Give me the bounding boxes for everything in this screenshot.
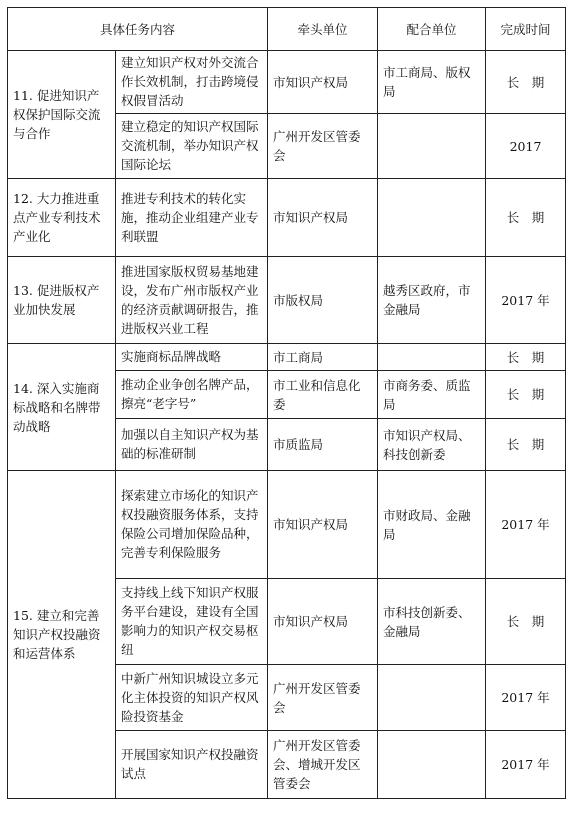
completion-time: 长 期 xyxy=(486,371,566,419)
completion-time: 长 期 xyxy=(486,179,566,257)
coop-unit: 市财政局、金融局 xyxy=(378,471,486,579)
lead-unit: 市知识产权局 xyxy=(268,471,378,579)
group-title: 12. 大力推进重点产业专利技术产业化 xyxy=(8,179,116,257)
coop-unit xyxy=(378,731,486,799)
lead-unit: 市版权局 xyxy=(268,257,378,344)
coop-unit xyxy=(378,179,486,257)
task-content: 推进专利技术的转化实施，推动企业组建产业专利联盟 xyxy=(116,179,268,257)
group-title: 13. 促进版权产业加快发展 xyxy=(8,257,116,344)
completion-time: 2017 年 xyxy=(486,731,566,799)
completion-time: 2017 年 xyxy=(486,471,566,579)
header-coop: 配合单位 xyxy=(378,8,486,51)
lead-unit: 市知识产权局 xyxy=(268,179,378,257)
task-content: 加强以自主知识产权为基础的标准研制 xyxy=(116,419,268,471)
completion-time: 长 期 xyxy=(486,51,566,114)
coop-unit xyxy=(378,665,486,731)
task-content: 支持线上线下知识产权服务平台建设，建设有全国影响力的知识产权交易枢纽 xyxy=(116,579,268,665)
completion-time: 2017 年 xyxy=(486,257,566,344)
table-row xyxy=(8,51,566,114)
lead-unit: 市知识产权局 xyxy=(268,579,378,665)
lead-unit: 市工商局 xyxy=(268,344,378,371)
header-lead: 牵头单位 xyxy=(268,8,378,51)
coop-unit: 市商务委、质监局 xyxy=(378,371,486,419)
task-content: 探索建立市场化的知识产权投融资服务体系，支持保险公司增加保险品种，完善专利保险服务 xyxy=(116,471,268,579)
task-content: 中新广州知识城设立多元化主体投资的知识产权风险投资基金 xyxy=(116,665,268,731)
coop-unit: 越秀区政府，市金融局 xyxy=(378,257,486,344)
group-title: 14. 深入实施商标战略和名牌带动战略 xyxy=(8,344,116,471)
table-row xyxy=(8,344,566,371)
completion-time: 2017 年 xyxy=(486,665,566,731)
coop-unit: 市知识产权局、科技创新委 xyxy=(378,419,486,471)
completion-time: 长 期 xyxy=(486,419,566,471)
task-table xyxy=(7,7,566,799)
completion-time: 2017 xyxy=(486,114,566,179)
coop-unit: 市科技创新委、金融局 xyxy=(378,579,486,665)
task-content: 推动企业争创名牌产品，擦亮“老字号” xyxy=(116,371,268,419)
task-content: 建立稳定的知识产权国际交流机制，举办知识产权国际论坛 xyxy=(116,114,268,179)
task-content: 建立知识产权对外交流合作长效机制，打击跨境侵权假冒活动 xyxy=(116,51,268,114)
lead-unit: 广州开发区管委会 xyxy=(268,665,378,731)
lead-unit: 市质监局 xyxy=(268,419,378,471)
completion-time: 长 期 xyxy=(486,579,566,665)
lead-unit: 市工业和信息化委 xyxy=(268,371,378,419)
group-title: 11. 促进知识产权保护国际交流与合作 xyxy=(8,51,116,179)
lead-unit: 广州开发区管委会、增城开发区管委会 xyxy=(268,731,378,799)
coop-unit xyxy=(378,344,486,371)
coop-unit xyxy=(378,114,486,179)
task-content: 推进国家版权贸易基地建设，发布广州市版权产业的经济贡献调研报告，推进版权兴业工程 xyxy=(116,257,268,344)
table-row xyxy=(8,257,566,344)
header-task: 具体任务内容 xyxy=(8,8,268,51)
table-row xyxy=(8,471,566,579)
task-content: 开展国家知识产权投融资试点 xyxy=(116,731,268,799)
task-content: 实施商标品牌战略 xyxy=(116,344,268,371)
lead-unit: 市知识产权局 xyxy=(268,51,378,114)
coop-unit: 市工商局、版权局 xyxy=(378,51,486,114)
header-row xyxy=(8,8,566,51)
group-title: 15. 建立和完善知识产权投融资和运营体系 xyxy=(8,471,116,799)
header-time: 完成时间 xyxy=(486,8,566,51)
table-row xyxy=(8,179,566,257)
completion-time: 长 期 xyxy=(486,344,566,371)
lead-unit: 广州开发区管委会 xyxy=(268,114,378,179)
